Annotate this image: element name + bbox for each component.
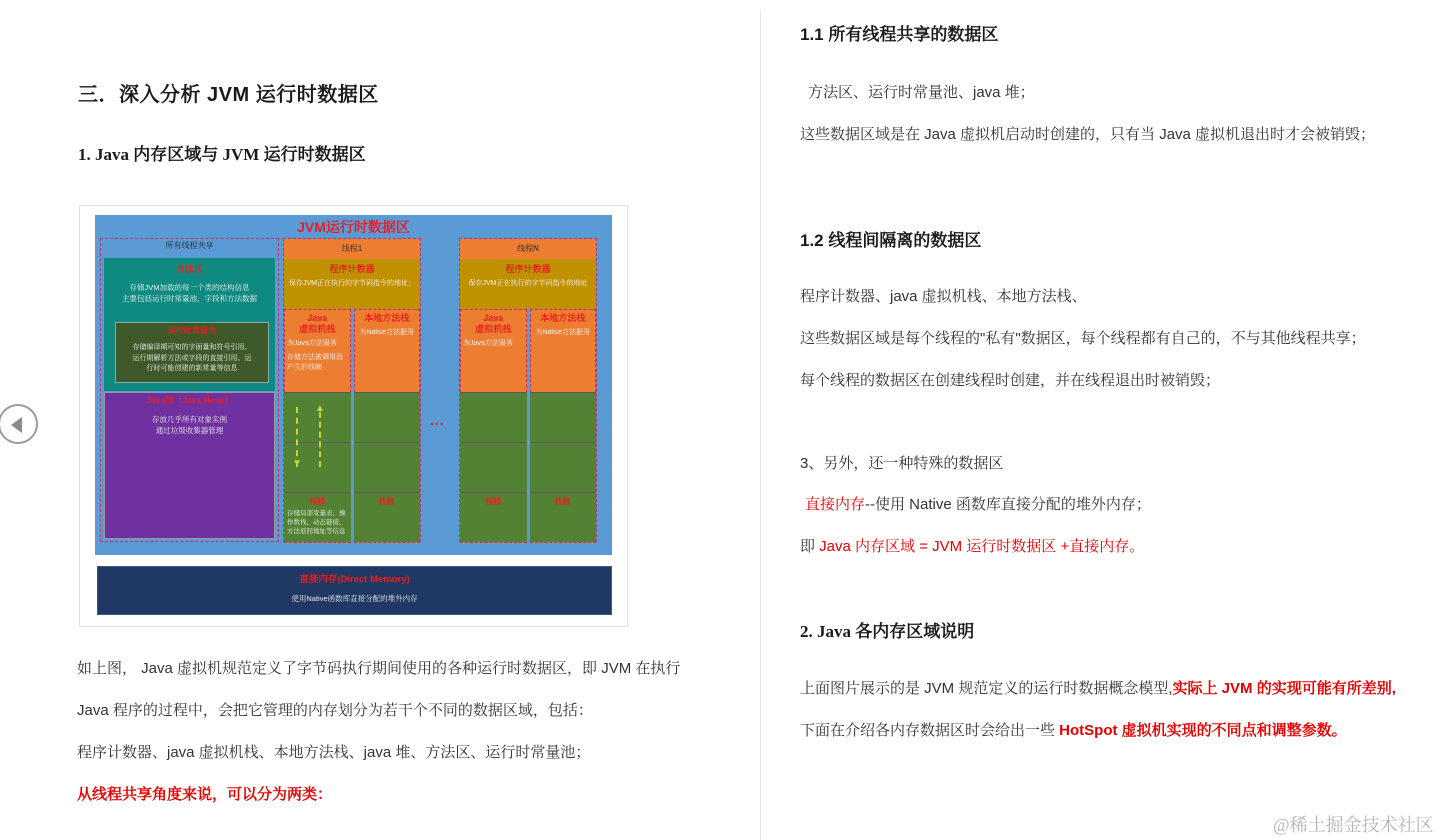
prev-page-button[interactable] <box>0 404 38 444</box>
native-stack-title: 本地方法栈 <box>540 313 586 323</box>
stacks-row <box>284 309 420 543</box>
stacks-row <box>460 309 596 543</box>
stack-frame <box>460 392 527 442</box>
constant-pool-desc-line: 行时可能创建的新常量等信息 <box>146 365 238 372</box>
heap-desc-line: 通过垃圾收集器管理 <box>155 425 224 435</box>
stack-frame <box>284 392 351 442</box>
arrow-down-icon: ▼ <box>292 458 302 469</box>
heading-regions: 2. Java 各内存区域说明 <box>800 622 975 641</box>
thread-label: 线程N <box>460 239 596 259</box>
frame-label: 栈帧 <box>485 497 502 506</box>
heading-shared-data: 1.1 所有线程共享的数据区 <box>800 25 999 44</box>
heading-isolated-data: 1.2 线程间隔离的数据区 <box>800 231 982 250</box>
heap-desc <box>104 415 275 436</box>
stack-frame <box>460 442 527 492</box>
program-counter-box <box>284 259 420 309</box>
isolated-list: 程序计数器、java 虚拟机栈、本地方法栈、 <box>800 288 1087 305</box>
formula: Java 内存区域 = JVM 运行时数据区 +直接内存。 <box>819 538 1145 555</box>
program-counter-box <box>460 259 596 309</box>
program-counter-desc: 保存JVM正在执行的字节码指令的地址； <box>289 280 415 287</box>
column-divider <box>760 10 761 840</box>
jvm-stack-column <box>284 309 351 543</box>
frame-desc: 存储局部变量表、操作数栈、动态链接、方法返回地址等信息 <box>287 510 346 535</box>
jvm-stack-title-line: Java <box>307 313 328 323</box>
method-area-desc-line: 主要包括运行时常量池、字段和方法数据 <box>122 294 257 303</box>
isolated-desc: 这些数据区域是每个线程的"私有"数据区，每个线程都有自己的，不与其他线程共享； <box>800 330 1366 347</box>
thread-1-region <box>283 238 421 542</box>
direct-memory-desc: 使用Native函数库直接分配的堆外内存 <box>291 594 418 603</box>
jvm-stack-title-line: 虚拟机栈 <box>475 324 512 334</box>
thread-n-region <box>459 238 597 542</box>
chevron-left-icon <box>11 417 22 433</box>
native-stack-column <box>354 309 421 543</box>
method-area-desc <box>104 282 275 304</box>
regions-text: 下面在介绍各内存数据区时会给出一些 <box>800 722 1060 739</box>
jvm-stack-desc: 存储方法被调用而产生的栈帧 <box>287 354 343 371</box>
paragraph: Java 程序的过程中，会把它管理的内存划分为若干个不同的数据区域，包括： <box>77 702 593 719</box>
constant-pool-title: 运行时常量池 <box>168 326 216 335</box>
paragraph: 程序计数器、java 虚拟机栈、本地方法栈、java 堆、方法区、运行时常量池； <box>77 744 591 761</box>
stack-frame <box>354 492 421 542</box>
stack-frame <box>354 392 421 442</box>
method-area-title: 方法区 <box>175 264 203 274</box>
stack-frame <box>460 492 527 542</box>
formula-prefix: 即 <box>800 538 820 555</box>
regions-paragraph <box>800 679 1396 699</box>
regions-paragraph <box>800 721 1347 741</box>
frame-label: 栈帧 <box>309 497 326 506</box>
heap-title: Java堆（Java Heap） <box>146 395 233 405</box>
sub-heading: 1. Java 内存区域与 JVM 运行时数据区 <box>78 145 366 164</box>
stack-frame <box>530 442 597 492</box>
program-counter-title: 程序计数器 <box>329 264 375 274</box>
direct-memory-rest: --使用 Native 函数库直接分配的堆外内存； <box>865 496 1151 513</box>
regions-emphasis: 实际上 JVM 的实现可能有所差别, <box>1172 680 1396 697</box>
regions-emphasis: HotSpot 虚拟机实现的不同点和调整参数。 <box>1059 722 1347 739</box>
stack-frame <box>284 492 351 542</box>
special-intro: 3、另外，还一种特殊的数据区 <box>800 455 1004 472</box>
heap-desc-line: 存放几乎所有对象实例 <box>152 415 227 424</box>
constant-pool-desc-line: 运行期解析方法或字段的直接引用、运 <box>132 354 252 362</box>
stack-frame <box>354 442 421 492</box>
frame-label: 栈帧 <box>378 497 395 506</box>
jvm-stack-title-line: 虚拟机栈 <box>299 324 336 334</box>
frame-label: 栈帧 <box>554 497 571 506</box>
more-threads-ellipsis: ... <box>430 412 445 428</box>
program-counter-title: 程序计数器 <box>505 264 551 274</box>
jvm-stack-title <box>285 310 350 335</box>
program-counter-desc: 保存JVM正在执行的字节码指令的地址 <box>468 280 588 287</box>
direct-memory-title: 直接内存(Direct Memory) <box>299 574 410 585</box>
shared-label: 所有线程共享 <box>165 241 214 250</box>
regions-text: 上面图片展示的是 JVM 规范定义的运行时数据概念模型, <box>800 680 1173 697</box>
watermark: @稀土掘金技术社区 <box>1273 815 1434 835</box>
jvm-stack-desc: 为Java方法服务 <box>287 340 337 347</box>
jvm-stack-desc: 为Java方法服务 <box>463 340 513 347</box>
diagram-title: JVM运行时数据区 <box>297 219 410 235</box>
jvm-stack-title-line: Java <box>483 313 504 323</box>
stack-frame <box>530 392 597 442</box>
native-stack-title: 本地方法栈 <box>364 313 410 323</box>
shared-desc: 这些数据区域是在 Java 虚拟机启动时创建的，只有当 Java 虚拟机退出时才会被销毁； <box>800 126 1376 143</box>
isolated-desc: 每个线程的数据区在创建线程时创建，并在线程退出时被销毁； <box>800 372 1221 389</box>
direct-memory-line <box>805 495 1151 515</box>
emphasis-paragraph: 从线程共享角度来说，可以分为两类： <box>77 786 333 803</box>
thread-label: 线程1 <box>284 239 420 259</box>
paragraph: 如上图， Java 虚拟机规范定义了字节码执行期间使用的各种运行时数据区，即 JVM 在执行 <box>77 660 681 677</box>
arrow-up-icon: ▲ <box>315 403 325 414</box>
stack-frame <box>530 492 597 542</box>
jvm-stack-title <box>461 310 526 335</box>
direct-memory-term: 直接内存 <box>805 496 866 513</box>
native-stack-desc: 为Native方法服务 <box>359 329 415 336</box>
method-area-desc-line: 存储JVM加载的每一个类的结构信息 <box>129 283 250 292</box>
native-stack-desc: 为Native方法服务 <box>535 329 591 336</box>
native-stack-column <box>530 309 597 543</box>
constant-pool-desc <box>115 343 269 375</box>
pop-arrow-line <box>319 412 321 467</box>
direct-memory-box <box>97 566 612 615</box>
shared-list: 方法区、运行时常量池、java 堆； <box>808 84 1035 101</box>
formula-line <box>800 537 1144 557</box>
constant-pool-desc-line: 存储编译期可知的字面量和符号引用、 <box>132 344 252 351</box>
jvm-stack-column <box>460 309 527 543</box>
section-heading: 三．深入分析 JVM 运行时数据区 <box>78 84 379 106</box>
